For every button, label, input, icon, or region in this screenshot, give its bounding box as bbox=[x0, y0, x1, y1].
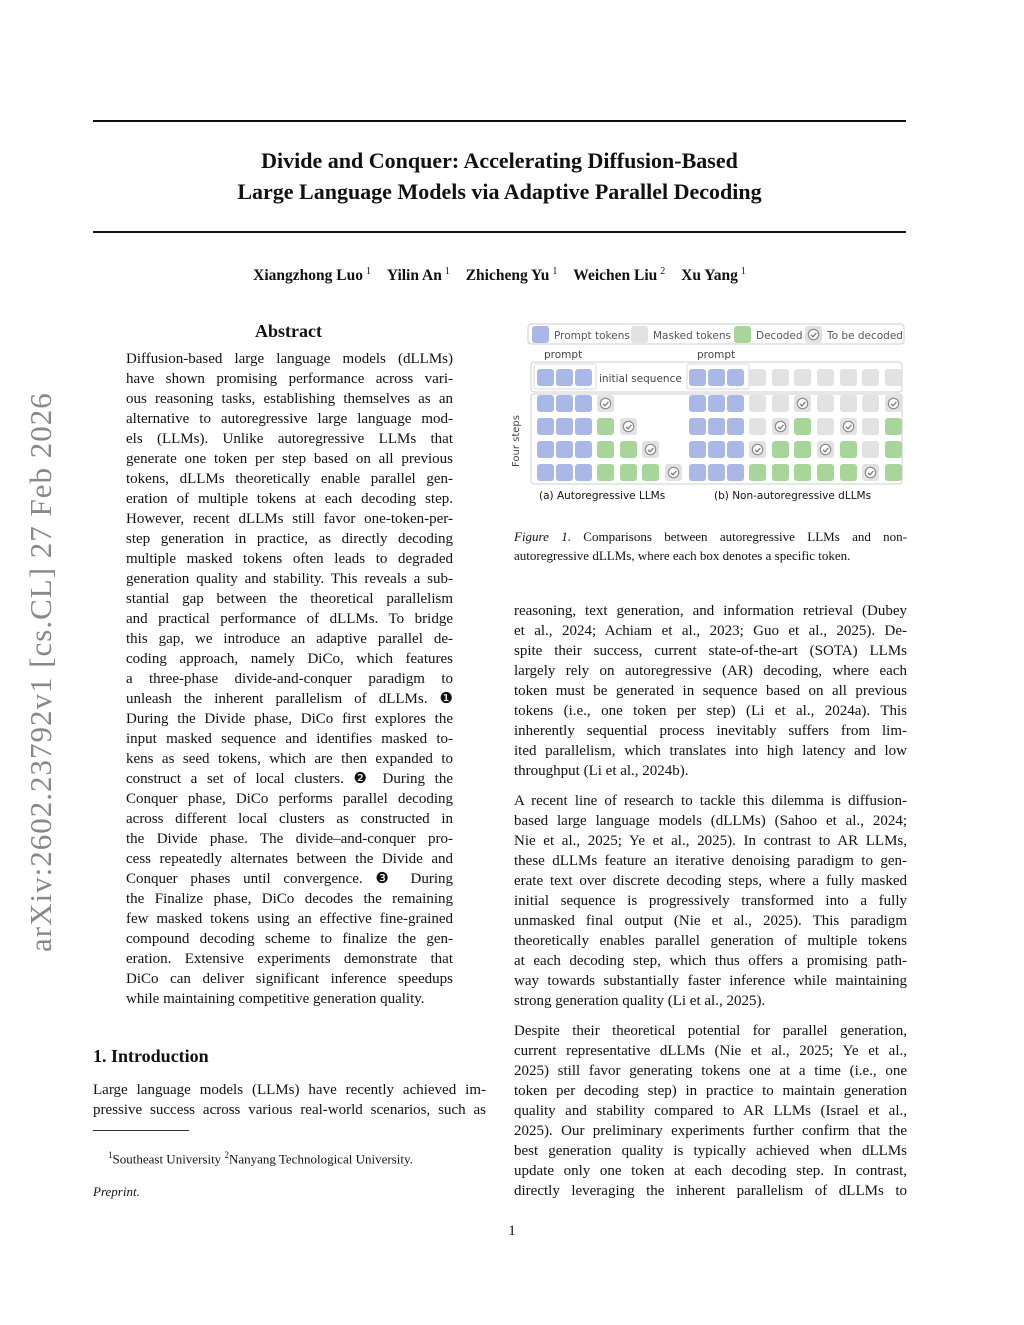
author: Xu Yang $^1$ bbox=[681, 266, 746, 284]
prompt-token bbox=[727, 395, 744, 412]
legend-label: Prompt tokens bbox=[554, 330, 630, 342]
prompt-token bbox=[727, 441, 744, 458]
check-icon bbox=[808, 329, 818, 339]
abstract-heading: Abstract bbox=[255, 321, 322, 341]
text-line: at each decoding step, which thus offers a promising path- bbox=[514, 953, 907, 969]
masked-token bbox=[817, 418, 834, 435]
text-line: input masked sequence and identifies masked to- bbox=[126, 731, 453, 747]
abstract-body bbox=[126, 349, 453, 1009]
masked-token bbox=[817, 395, 834, 412]
check-icon bbox=[843, 421, 853, 431]
text-line: based large language models (dLLMs) (Sahoo et al., 2024; bbox=[514, 813, 907, 829]
author-list bbox=[93, 266, 906, 285]
text-line: unleash the inherent parallelism of dLLMs. ❶ bbox=[126, 691, 453, 707]
text-line: best generation quality is typically achieved when dLLMs bbox=[514, 1143, 907, 1159]
text-line: eration. Extensive experiments demonstrate that bbox=[126, 951, 453, 967]
decoded-token bbox=[642, 464, 659, 481]
figure-legend bbox=[528, 324, 904, 344]
paragraph bbox=[514, 791, 907, 1011]
caption-text-1: Comparisons between autoregressive LLMs and non- bbox=[570, 529, 907, 544]
decoded-token bbox=[840, 464, 857, 481]
author: Zhicheng Yu $^1$ bbox=[465, 266, 558, 284]
text-line: However, recent dLLMs still favor one-token-per- bbox=[126, 511, 453, 527]
text-line: Large language models (LLMs) have recently achieved im- bbox=[93, 1082, 486, 1098]
text-line: ous reasoning tasks, establishing themselves as an bbox=[126, 391, 453, 407]
check-icon bbox=[820, 444, 830, 454]
text-line: directly leveraging the inherent parallelism of dLLMs to bbox=[514, 1183, 907, 1199]
figure-1 bbox=[506, 322, 910, 512]
text-line: et al., 2024; Achiam et al., 2023; Guo et al., 2025). De- bbox=[514, 623, 907, 639]
prompt-token bbox=[556, 369, 573, 386]
prompt-token bbox=[708, 395, 725, 412]
introduction-heading: 1. Introduction bbox=[93, 1046, 209, 1066]
check-icon bbox=[752, 444, 762, 454]
text-line: alternative to autoregressive large language mod- bbox=[126, 411, 453, 427]
decoded-token bbox=[749, 464, 766, 481]
text-line: tokens (i.e., one token per step) (Li et al., 2024a). This bbox=[514, 703, 907, 719]
prompt-token bbox=[708, 441, 725, 458]
masked-token bbox=[631, 326, 648, 343]
text-line: stantial gap between the theoretical parallelism bbox=[126, 591, 453, 607]
paragraph bbox=[514, 601, 907, 781]
text-line: a three-phase divide-and-conquer paradigm to bbox=[126, 671, 453, 687]
text-line: throughput (Li et al., 2024b). bbox=[514, 763, 689, 779]
author: Yilin An $^1$ bbox=[386, 266, 450, 284]
text-line: the Divide phase. The divide–and-conquer pro- bbox=[126, 831, 453, 847]
text-line: inherently sequential process inevitably suffers from lim- bbox=[514, 723, 907, 739]
text-line: reasoning, text generation, and information retrieval (Dubey bbox=[514, 603, 907, 619]
check-icon bbox=[623, 421, 633, 431]
masked-token bbox=[794, 369, 811, 386]
text-line: pressive success across various real-world scenarios, such as bbox=[93, 1102, 486, 1118]
introduction-body-continued bbox=[514, 601, 907, 1201]
text-line: strong generation quality (Li et al., 2025). bbox=[514, 993, 766, 1009]
text-line: erate text over discrete decoding steps, where a fully masked bbox=[514, 873, 907, 889]
token-grid bbox=[537, 369, 902, 481]
text-line: eration of multiple tokens at each decoding step. bbox=[126, 491, 453, 507]
prompt-token bbox=[537, 464, 554, 481]
arxiv-identifier: arXiv:2602.23792v1 [cs.CL] 27 Feb 2026 bbox=[23, 392, 58, 952]
text-line: step generation in practice, as directly decoding bbox=[126, 531, 453, 547]
figure-label: initial sequence bbox=[599, 373, 682, 385]
text-line: few masked tokens using an effective fine-grained bbox=[126, 911, 453, 927]
decoded-token bbox=[817, 464, 834, 481]
text-line: initial sequence is progressively transformed into a fully bbox=[514, 893, 907, 909]
masked-token bbox=[885, 369, 902, 386]
masked-token bbox=[862, 418, 879, 435]
masked-token bbox=[817, 369, 834, 386]
prompt-token bbox=[727, 464, 744, 481]
figure-caption bbox=[514, 527, 907, 565]
page-number: 1 bbox=[508, 1223, 516, 1239]
figure-label: Four steps bbox=[511, 415, 522, 467]
text-line: Conquer phases until convergence. ❸ During bbox=[126, 871, 453, 887]
prompt-token bbox=[556, 418, 573, 435]
prompt-token bbox=[689, 464, 706, 481]
check-icon bbox=[775, 421, 785, 431]
legend-label: To be decoded bbox=[827, 330, 903, 342]
text-line: current representative dLLMs (Nie et al., 2025; Ye et al., bbox=[514, 1043, 907, 1059]
masked-token bbox=[862, 369, 879, 386]
text-line: have shown promising performance across vari- bbox=[126, 371, 453, 387]
prompt-token bbox=[689, 418, 706, 435]
paragraph bbox=[514, 1021, 907, 1201]
text-line: 2025). Our preliminary experiments further confirm that the bbox=[514, 1123, 907, 1139]
check-icon bbox=[600, 398, 610, 408]
masked-token bbox=[749, 418, 766, 435]
decoded-token bbox=[794, 441, 811, 458]
title-bottom-rule bbox=[93, 231, 906, 233]
author: Weichen Liu $^2$ bbox=[573, 266, 666, 284]
decoded-token bbox=[597, 464, 614, 481]
text-line: largely rely on autoregressive (AR) decoding, where each bbox=[514, 663, 907, 679]
check-icon bbox=[645, 444, 655, 454]
prompt-token bbox=[689, 441, 706, 458]
masked-token bbox=[772, 395, 789, 412]
decoded-token bbox=[885, 441, 902, 458]
paper-title bbox=[93, 145, 906, 207]
masked-token bbox=[749, 395, 766, 412]
decoded-token bbox=[597, 441, 614, 458]
text-line: DiCo can deliver significant inference speedups bbox=[126, 971, 453, 987]
prompt-token bbox=[556, 395, 573, 412]
prompt-token bbox=[708, 418, 725, 435]
text-line: compound decoding scheme to finalize the gen- bbox=[126, 931, 453, 947]
text-line: ited parallelism, which translates into high latency and low bbox=[514, 743, 907, 759]
title-line-2: Large Language Models via Adaptive Parallel Decoding bbox=[237, 179, 762, 204]
figure-label: (b) Non-autoregressive dLLMs bbox=[714, 490, 872, 502]
text-line: multiple masked tokens often leads to degraded bbox=[126, 551, 453, 567]
decoded-token bbox=[620, 441, 637, 458]
text-line: A recent line of research to tackle this dilemma is diffusion- bbox=[514, 793, 907, 809]
text-line: and practical performance of dLLMs. To bridge bbox=[126, 611, 453, 627]
figure-label: prompt bbox=[697, 349, 736, 361]
legend-label: Masked tokens bbox=[653, 330, 731, 342]
prompt-token bbox=[689, 395, 706, 412]
text-line: cess repeatedly alternates between the Divide and bbox=[126, 851, 453, 867]
text-line: kens as seed tokens, which are then expanded to bbox=[126, 751, 453, 767]
text-line: generate one token per step based on all previous bbox=[126, 451, 453, 467]
check-icon bbox=[888, 398, 898, 408]
text-line: Despite their theoretical potential for parallel generation, bbox=[514, 1023, 907, 1039]
decoded-token bbox=[620, 464, 637, 481]
text-line: update only one token at each decoding step. In contrast, bbox=[514, 1163, 907, 1179]
decoded-token bbox=[772, 464, 789, 481]
title-line-1: Divide and Conquer: Accelerating Diffusion-Based bbox=[261, 148, 738, 173]
masked-token bbox=[749, 369, 766, 386]
text-line: quality and stability compared to AR LLMs (Israel et al., bbox=[514, 1103, 907, 1119]
figure-label: (a) Autoregressive LLMs bbox=[539, 490, 666, 502]
prompt-token bbox=[575, 395, 592, 412]
text-line: During the Divide phase, DiCo first explores the bbox=[126, 711, 453, 727]
caption-text-2: autoregressive dLLMs, where each box denotes a specific token. bbox=[514, 548, 851, 563]
prompt-token bbox=[575, 418, 592, 435]
introduction-body bbox=[93, 1080, 486, 1120]
prompt-token bbox=[556, 441, 573, 458]
legend-label: Decoded bbox=[756, 330, 803, 342]
text-line: these dLLMs feature an iterative denoising paradigm to gen- bbox=[514, 853, 907, 869]
decoded-token bbox=[597, 418, 614, 435]
text-line: token per decoding step) in practice to maintain generation bbox=[514, 1083, 907, 1099]
decoded-token bbox=[885, 418, 902, 435]
prompt-token bbox=[532, 326, 549, 343]
prompt-token bbox=[689, 369, 706, 386]
prompt-token bbox=[537, 369, 554, 386]
text-line: Conquer phase, DiCo performs parallel decoding bbox=[126, 791, 453, 807]
prompt-token bbox=[556, 464, 573, 481]
footnote-rule bbox=[93, 1130, 189, 1131]
text-line: generation quality and stability. This reveals a sub- bbox=[126, 571, 453, 587]
masked-token bbox=[840, 395, 857, 412]
text-line: way towards substantially faster inference while maintaining bbox=[514, 973, 907, 989]
text-line: Diffusion-based large language models (dLLMs) bbox=[126, 351, 453, 367]
check-icon bbox=[865, 467, 875, 477]
author: Xiangzhong Luo $^1$ bbox=[253, 266, 371, 284]
text-line: coding approach, namely DiCo, which features bbox=[126, 651, 453, 667]
decoded-token bbox=[840, 441, 857, 458]
text-line: across different local clusters as constructed in bbox=[126, 811, 453, 827]
text-line: unmasked final output (Nie et al., 2025). This paradigm bbox=[514, 913, 907, 929]
affiliation-footnote: $^1$Southeast University $^2$Nanyang Technological University. bbox=[108, 1150, 413, 1167]
prompt-token bbox=[727, 418, 744, 435]
decoded-token bbox=[794, 464, 811, 481]
text-line: while maintaining competitive generation quality. bbox=[126, 991, 425, 1007]
text-line: this gap, we introduce an adaptive parallel de- bbox=[126, 631, 453, 647]
figure-label: prompt bbox=[544, 349, 583, 361]
text-line: spite their success, current state-of-the-art (SOTA) LLMs bbox=[514, 643, 907, 659]
masked-token bbox=[862, 441, 879, 458]
top-rule bbox=[93, 120, 906, 122]
text-line: construct a set of local clusters. ❷ During the bbox=[126, 771, 453, 787]
decoded-token bbox=[794, 418, 811, 435]
decoded-token bbox=[734, 326, 751, 343]
prompt-token bbox=[537, 418, 554, 435]
masked-token bbox=[862, 395, 879, 412]
prompt-token bbox=[575, 464, 592, 481]
prompt-token bbox=[727, 369, 744, 386]
prompt-token bbox=[575, 369, 592, 386]
text-line: els (LLMs). Unlike autoregressive LLMs that bbox=[126, 431, 453, 447]
prompt-token bbox=[708, 464, 725, 481]
masked-token bbox=[772, 369, 789, 386]
text-line: Nie et al., 2025; Ye et al., 2025). In contrast to AR LLMs, bbox=[514, 833, 907, 849]
text-line: theoretically enables parallel generation of multiple tokens bbox=[514, 933, 907, 949]
prompt-token bbox=[537, 395, 554, 412]
decoded-token bbox=[885, 464, 902, 481]
preprint-note: Preprint. bbox=[93, 1184, 140, 1199]
text-line: token must be generated in sequence based on all previous bbox=[514, 683, 907, 699]
prompt-token bbox=[708, 369, 725, 386]
check-icon bbox=[668, 467, 678, 477]
check-icon bbox=[797, 398, 807, 408]
text-line: tokens, dLLMs theoretically enable parallel gen- bbox=[126, 471, 453, 487]
prompt-token bbox=[575, 441, 592, 458]
prompt-token bbox=[537, 441, 554, 458]
text-line: 2025) still favor generating tokens one at a time (i.e., one bbox=[514, 1063, 907, 1079]
decoded-token bbox=[772, 441, 789, 458]
text-line: the Finalize phase, DiCo decodes the remaining bbox=[126, 891, 453, 907]
caption-label: Figure 1. bbox=[514, 529, 571, 544]
masked-token bbox=[840, 369, 857, 386]
